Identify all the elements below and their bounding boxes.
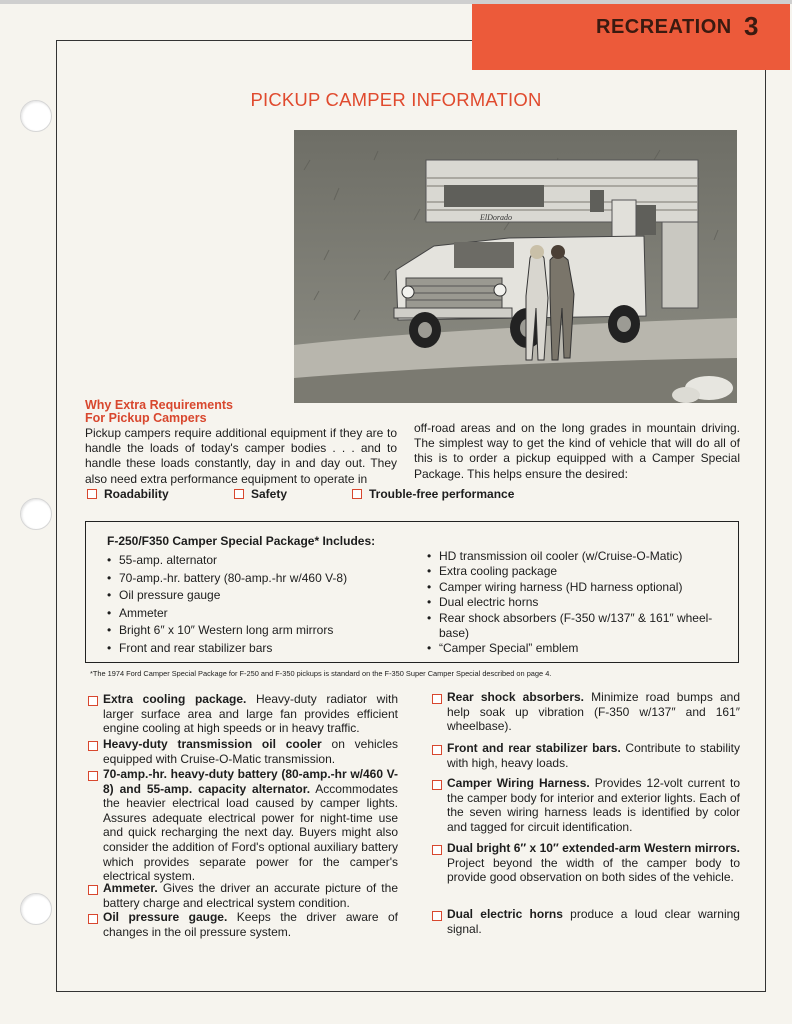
- checkbox-icon: [432, 845, 442, 855]
- feature-text: Keeps the driver aware of changes in the oil pressure system.: [103, 910, 398, 939]
- binder-hole: [20, 498, 52, 530]
- feature-item: [447, 741, 740, 770]
- feature-text: Provides 12-volt current to the camper body for interior and exterior lights. Each of the seven wiring harness leads is identified by color and tagged for circuit identification.: [447, 776, 741, 834]
- why-heading-line: Why Extra Requirements: [85, 398, 233, 412]
- feature-name: Rear shock absorbers.: [447, 690, 585, 704]
- package-item: • Oil pressure gauge: [107, 587, 397, 605]
- feature-item: [447, 776, 740, 834]
- package-item: • Front and rear stabilizer bars: [107, 640, 397, 658]
- checkbox-icon: [88, 696, 98, 706]
- feature-name: Extra cooling package.: [103, 692, 247, 706]
- goal-item: [352, 487, 514, 501]
- package-item: • “Camper Special” emblem: [427, 641, 727, 656]
- feature-item: [103, 737, 398, 766]
- feature-item: [447, 841, 740, 885]
- feature-name: Front and rear stabilizer bars.: [447, 741, 621, 755]
- feature-item: [103, 881, 398, 910]
- checkbox-icon: [88, 771, 98, 781]
- feature-name: Camper Wiring Harness.: [447, 776, 590, 790]
- section-tab: [472, 4, 790, 70]
- intro-text-right: off-road areas and on the long grades in mountain driving. The simplest way to get the kind of vehicle that will do all of this is to order a pickup equipped with a Camper Special Package. This helps ensure the desired:: [414, 421, 740, 481]
- package-item: • Bright 6″ x 10″ Western long arm mirrors: [107, 622, 397, 640]
- feature-text: Contribute to stability with high, heavy loads.: [447, 741, 740, 770]
- package-list-right: [427, 549, 727, 657]
- goal-item: [87, 487, 169, 501]
- checkbox-icon: [432, 694, 442, 704]
- binder-hole: [20, 893, 52, 925]
- feature-name: Heavy-duty transmission oil cooler: [103, 737, 322, 751]
- feature-text: Accommodates the heavier electrical load caused by camper lights. Assures adequate electrical power for night-time use and quick recharging the next day. Buyers might also consider the addition of Ford's optional auxiliary battery which provides separate power for the camper's electrical system.: [103, 781, 398, 884]
- feature-text: Heavy-duty radiator with larger surface area and large fan provides efficient engine cooling at high speeds or in heavy traffic.: [103, 692, 399, 736]
- section-name: RECREATION: [596, 16, 732, 38]
- feature-text: produce a loud clear warning signal.: [447, 907, 740, 936]
- package-title: F-250/F350 Camper Special Package* Includes:: [107, 534, 376, 548]
- checkbox-icon: [88, 914, 98, 924]
- goal-label: Trouble-free performance: [369, 487, 515, 501]
- checkbox-icon: [432, 911, 442, 921]
- why-heading: [85, 399, 305, 425]
- package-item: • 55-amp. alternator: [107, 552, 397, 570]
- checkbox-icon: [432, 780, 442, 790]
- feature-item: [103, 910, 398, 939]
- package-item: • Rear shock absorbers (F-350 w/137″ & 161″ wheel-base): [427, 611, 727, 642]
- feature-item: [103, 692, 398, 736]
- why-heading-line: For Pickup Campers: [85, 411, 207, 425]
- feature-item: [447, 690, 740, 734]
- feature-name: 70-amp.-hr. heavy-duty battery (80-amp.-hr w/460 V-8) and 55-amp. capacity alternator.: [103, 767, 398, 796]
- section-number: 3: [744, 11, 759, 41]
- package-list-left: [107, 552, 397, 657]
- feature-name: Oil pressure gauge.: [103, 910, 228, 924]
- feature-text: Project beyond the width of the camper body to provide good observation on both sides of the vehicle.: [447, 855, 740, 885]
- intro-text-left: Pickup campers require additional equipment if they are to handle the loads of today's camper bodies . . . and to handle these loads constantly, day in and day out. They also need extra performance equipment to operate in: [85, 426, 397, 486]
- feature-name: Ammeter.: [103, 881, 158, 895]
- checkbox-icon: [88, 741, 98, 751]
- feature-name: Dual bright 6″ x 10″ extended-arm Western mirrors.: [447, 841, 740, 855]
- goal-label: Roadability: [104, 487, 169, 501]
- feature-item: [447, 907, 740, 936]
- camper-photo-illustration: [294, 130, 737, 403]
- feature-text: Gives the driver an accurate picture of the battery charge and electrical system condition.: [103, 881, 398, 910]
- checkbox-icon: [234, 489, 244, 499]
- package-item: • Dual electric horns: [427, 595, 727, 610]
- package-item: • HD transmission oil cooler (w/Cruise-O-Matic): [427, 549, 727, 564]
- feature-text: on vehicles equipped with Cruise-O-Matic transmission.: [103, 737, 398, 766]
- goal-label: Safety: [251, 487, 288, 501]
- feature-text: Minimize road bumps and help soak up vibration (F-350 w/137″ and 161″ wheelbase).: [447, 690, 740, 734]
- page-title: PICKUP CAMPER INFORMATION: [250, 89, 542, 110]
- goal-item: [234, 487, 287, 501]
- package-item: • Camper wiring harness (HD harness optional): [427, 580, 727, 595]
- package-item: • Ammeter: [107, 605, 397, 623]
- checkbox-icon: [352, 489, 362, 499]
- checkbox-icon: [87, 489, 97, 499]
- feature-item: [103, 767, 398, 884]
- package-footnote: *The 1974 Ford Camper Special Package for F-250 and F-350 pickups is standard on the F-350 Super Camper Special described on page 4.: [90, 669, 552, 678]
- checkbox-icon: [432, 745, 442, 755]
- feature-name: Dual electric horns: [447, 907, 563, 921]
- camper-photo: [294, 130, 737, 403]
- camper-brand-text: ElDorado: [480, 213, 512, 222]
- package-item: • Extra cooling package: [427, 564, 727, 579]
- checkbox-icon: [88, 885, 98, 895]
- package-item: • 70-amp.-hr. battery (80-amp.-hr w/460 V-8): [107, 570, 397, 588]
